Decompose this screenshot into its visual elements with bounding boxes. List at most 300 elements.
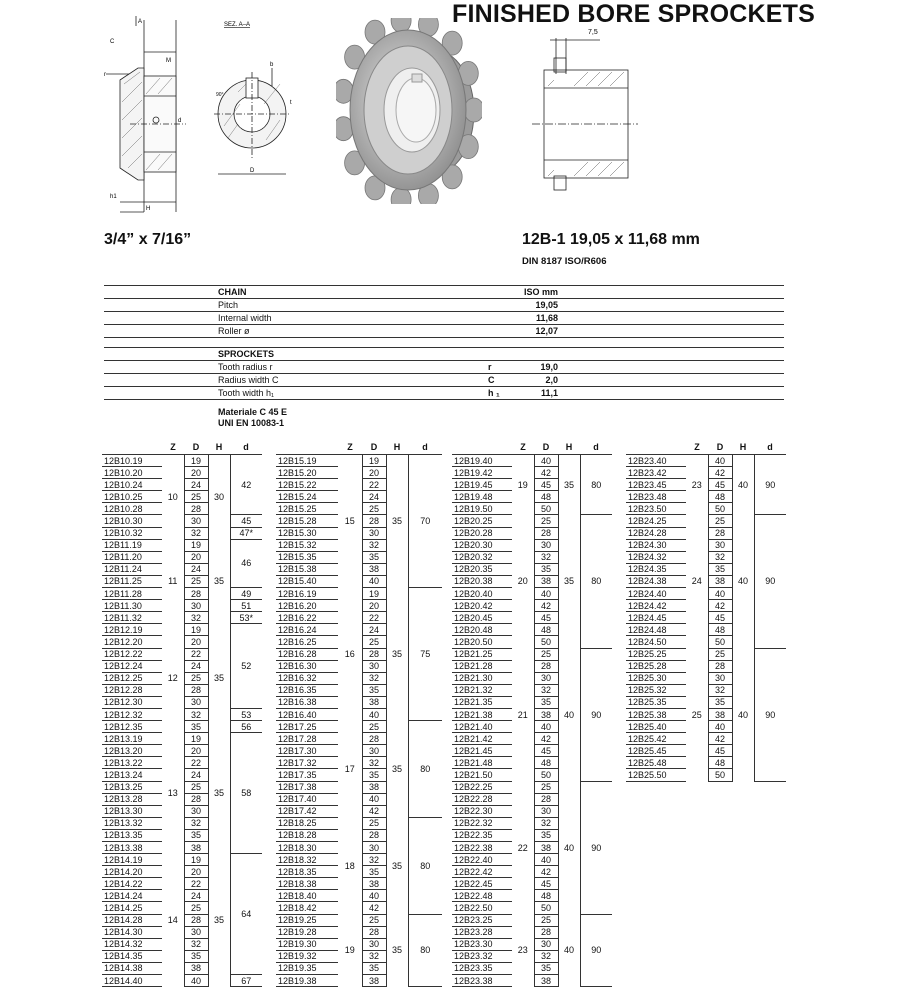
spec-label: Tooth radius r [218, 362, 273, 372]
bore-diameter-D: 30 [534, 672, 558, 684]
bore-diameter-D: 32 [362, 757, 386, 769]
table-row [626, 455, 786, 467]
part-code: 12B12.28 [102, 684, 162, 696]
bore-diameter-D: 38 [184, 962, 208, 974]
table-header-row [626, 440, 786, 455]
bore-diameter-D: 28 [362, 926, 386, 938]
bore-diameter-D: 19 [362, 588, 386, 600]
teeth-count-z: 16 [338, 588, 362, 721]
part-code: 12B14.19 [102, 854, 162, 866]
part-code: 12B20.48 [452, 624, 512, 636]
hub-length-H: 40 [732, 648, 754, 781]
part-code: 12B24.42 [626, 600, 686, 612]
bore-diameter-D: 25 [184, 902, 208, 914]
part-code: 12B19.45 [452, 479, 512, 491]
part-code: 12B14.20 [102, 866, 162, 878]
part-code: 12B20.30 [452, 539, 512, 551]
bore-diameter-D: 40 [708, 455, 732, 467]
part-code: 12B22.28 [452, 793, 512, 805]
dim-label-a: A [138, 19, 143, 25]
hub-diameter-d: 90 [754, 455, 786, 515]
sprocket-spec-table [104, 347, 784, 400]
part-code: 12B13.19 [102, 733, 162, 745]
part-code: 12B10.30 [102, 515, 162, 527]
part-code: 12B13.20 [102, 745, 162, 757]
bore-diameter-D: 20 [184, 467, 208, 479]
part-code: 12B21.40 [452, 721, 512, 733]
hub-length-H: 35 [208, 539, 230, 624]
part-code: 12B15.24 [276, 491, 338, 503]
bore-diameter-D: 35 [362, 962, 386, 974]
sprocket-tooth [464, 98, 482, 122]
dim-label-m: M [166, 58, 171, 64]
part-code: 12B20.40 [452, 588, 512, 600]
hub-diameter-d: 46 [230, 539, 262, 587]
hub-length-H: 35 [208, 854, 230, 987]
part-code: 12B22.38 [452, 842, 512, 854]
chain-spec-row [104, 325, 784, 338]
part-code: 12B17.40 [276, 793, 338, 805]
part-code: 12B14.35 [102, 950, 162, 962]
column-header: H [732, 440, 754, 455]
bore-diameter-D: 38 [362, 563, 386, 575]
bore-diameter-D: 25 [534, 515, 558, 527]
bore-diameter-D: 48 [708, 624, 732, 636]
bore-diameter-D: 20 [184, 745, 208, 757]
part-code: 12B19.38 [276, 975, 338, 987]
column-header: H [208, 440, 230, 455]
part-code: 12B15.40 [276, 575, 338, 587]
part-code: 12B22.35 [452, 829, 512, 841]
bore-diameter-D: 32 [708, 684, 732, 696]
teeth-count-z: 11 [162, 539, 184, 624]
bore-diameter-D: 42 [362, 902, 386, 914]
part-code: 12B19.32 [276, 950, 338, 962]
part-code: 12B13.35 [102, 829, 162, 841]
part-code: 12B12.24 [102, 660, 162, 672]
bore-diameter-D: 22 [184, 648, 208, 660]
table-row [626, 515, 786, 527]
bore-diameter-D: 28 [362, 733, 386, 745]
teeth-count-z: 20 [512, 515, 534, 648]
part-code: 12B17.38 [276, 781, 338, 793]
bore-diameter-D: 40 [708, 721, 732, 733]
bore-diameter-D: 30 [184, 515, 208, 527]
bore-diameter-D: 28 [362, 648, 386, 660]
chain-spec-table [104, 285, 784, 338]
part-code: 12B23.42 [626, 467, 686, 479]
bore-diameter-D: 28 [184, 684, 208, 696]
part-code: 12B10.19 [102, 455, 162, 467]
bore-diameter-D: 40 [362, 890, 386, 902]
dim-label-angle: 90° [216, 92, 224, 98]
sprocket-section-drawing [100, 12, 190, 222]
part-code: 12B21.25 [452, 648, 512, 660]
table-row [452, 515, 612, 527]
part-code: 12B23.32 [452, 950, 512, 962]
bore-diameter-D: 19 [184, 733, 208, 745]
bore-diameter-D: 24 [184, 479, 208, 491]
bore-diameter-D: 50 [534, 769, 558, 781]
bore-diameter-D: 38 [362, 696, 386, 708]
part-code: 12B16.32 [276, 672, 338, 684]
part-code: 12B20.38 [452, 575, 512, 587]
column-header [276, 440, 338, 455]
part-code: 12B19.48 [452, 491, 512, 503]
part-code: 12B15.22 [276, 479, 338, 491]
part-code: 12B12.25 [102, 672, 162, 684]
bore-diameter-D: 32 [362, 950, 386, 962]
part-code: 12B24.38 [626, 575, 686, 587]
bore-diameter-D: 32 [184, 938, 208, 950]
hub-diameter-d: 45 [230, 515, 262, 527]
bore-diameter-D: 35 [362, 551, 386, 563]
part-code: 12B25.38 [626, 708, 686, 720]
part-code: 12B22.45 [452, 878, 512, 890]
bore-diameter-D: 35 [362, 684, 386, 696]
spec-label: Pitch [218, 300, 239, 310]
bore-diameter-D: 30 [708, 672, 732, 684]
hub-diameter-d: 90 [754, 515, 786, 648]
bore-diameter-D: 20 [184, 866, 208, 878]
part-code: 12B18.40 [276, 890, 338, 902]
part-code: 12B12.32 [102, 708, 162, 720]
part-code: 12B21.35 [452, 696, 512, 708]
hub-length-H: 40 [558, 781, 580, 914]
bore-diameter-D: 38 [362, 975, 386, 987]
bore-diameter-D: 48 [534, 757, 558, 769]
hub-diameter-d: 90 [580, 914, 612, 987]
part-code: 12B20.28 [452, 527, 512, 539]
part-code: 12B19.25 [276, 914, 338, 926]
part-code: 12B10.28 [102, 503, 162, 515]
part-code: 12B18.32 [276, 854, 338, 866]
bore-diameter-D: 40 [362, 793, 386, 805]
bore-diameter-D: 25 [534, 914, 558, 926]
part-code: 12B25.40 [626, 721, 686, 733]
part-code: 12B20.32 [452, 551, 512, 563]
table-row [276, 455, 442, 467]
sprockets-header-label: SPROCKETS [218, 349, 275, 359]
bore-diameter-D: 32 [184, 708, 208, 720]
part-code: 12B24.40 [626, 588, 686, 600]
hub-diameter-d: 47* [230, 527, 262, 539]
bore-diameter-D: 38 [362, 781, 386, 793]
hub-diameter-d: 67 [230, 975, 262, 987]
bore-diameter-D: 28 [708, 660, 732, 672]
bore-diameter-D: 19 [184, 455, 208, 467]
part-code: 12B16.35 [276, 684, 338, 696]
bore-diameter-D: 25 [534, 648, 558, 660]
bore-diameter-D: 50 [534, 636, 558, 648]
bore-diameter-D: 28 [534, 660, 558, 672]
bore-diameter-D: 28 [184, 588, 208, 600]
bore-diameter-D: 35 [708, 563, 732, 575]
bore-diameter-D: 19 [184, 539, 208, 551]
bore-diameter-D: 48 [708, 757, 732, 769]
part-code: 12B25.25 [626, 648, 686, 660]
bore-diameter-D: 40 [534, 721, 558, 733]
part-code: 12B21.42 [452, 733, 512, 745]
teeth-count-z: 13 [162, 733, 184, 854]
part-code: 12B25.30 [626, 672, 686, 684]
part-code: 12B16.22 [276, 612, 338, 624]
teeth-count-z: 24 [686, 515, 708, 648]
bore-diameter-D: 20 [362, 600, 386, 612]
bore-diameter-D: 48 [534, 890, 558, 902]
column-header: Z [338, 440, 362, 455]
part-code: 12B14.38 [102, 962, 162, 974]
part-code: 12B23.50 [626, 503, 686, 515]
hub-length-H: 40 [732, 515, 754, 648]
bore-diameter-D: 30 [362, 527, 386, 539]
bore-diameter-D: 38 [708, 708, 732, 720]
table-row [102, 733, 262, 745]
table-row [626, 648, 786, 660]
column-header [452, 440, 512, 455]
bore-diameter-D: 45 [708, 479, 732, 491]
hub-section-drawing [210, 14, 300, 194]
material-standard-line: UNI EN 10083-1 [218, 418, 285, 428]
part-code: 12B24.32 [626, 551, 686, 563]
bore-diameter-D: 25 [708, 515, 732, 527]
column-header: H [558, 440, 580, 455]
part-code: 12B25.28 [626, 660, 686, 672]
bore-diameter-D: 25 [362, 914, 386, 926]
table-header-row [276, 440, 442, 455]
table-row [276, 817, 442, 829]
spec-symbol: h ₁ [488, 388, 500, 398]
bore-diameter-D: 28 [708, 527, 732, 539]
sprocket-spec-row [104, 374, 784, 387]
bore-diameter-D: 45 [534, 745, 558, 757]
bore-diameter-D: 22 [184, 757, 208, 769]
section-label: SEZ. A–A [224, 22, 251, 28]
part-code: 12B21.32 [452, 684, 512, 696]
part-code: 12B13.30 [102, 805, 162, 817]
hub-diameter-d: 49 [230, 588, 262, 600]
teeth-count-z: 14 [162, 854, 184, 987]
part-code: 12B24.50 [626, 636, 686, 648]
part-code: 12B24.45 [626, 612, 686, 624]
column-header: d [408, 440, 442, 455]
chain-header-label: CHAIN [218, 287, 247, 297]
column-header: Z [162, 440, 184, 455]
column-header: Z [686, 440, 708, 455]
page-title: FINISHED BORE SPROCKETS [452, 0, 815, 28]
bore-diameter-D: 40 [534, 854, 558, 866]
material-line: Materiale C 45 E [218, 407, 288, 417]
teeth-count-z: 22 [512, 781, 534, 914]
bore-diameter-D: 35 [184, 721, 208, 733]
bore-diameter-D: 35 [534, 962, 558, 974]
bore-diameter-D: 30 [184, 600, 208, 612]
table-row [102, 455, 262, 467]
column-header: d [230, 440, 262, 455]
teeth-count-z: 19 [338, 914, 362, 987]
hub-length-H: 35 [208, 624, 230, 733]
bore-diameter-D: 22 [362, 612, 386, 624]
table-header-row [102, 440, 262, 455]
part-code: 12B15.30 [276, 527, 338, 539]
part-code: 12B23.38 [452, 975, 512, 987]
part-code: 12B19.28 [276, 926, 338, 938]
spec-symbol: C [488, 375, 495, 385]
table-row [102, 539, 262, 551]
hub-diameter-d: 42 [230, 455, 262, 515]
part-code: 12B14.40 [102, 975, 162, 987]
bore-diameter-D: 30 [534, 805, 558, 817]
part-code: 12B25.32 [626, 684, 686, 696]
sprocket-spec-row [104, 361, 784, 374]
bore-diameter-D: 30 [708, 539, 732, 551]
table-header-row [452, 440, 612, 455]
bore-diameter-D: 32 [708, 551, 732, 563]
bore-diameter-D: 25 [184, 781, 208, 793]
part-code: 12B25.45 [626, 745, 686, 757]
part-code: 12B20.25 [452, 515, 512, 527]
part-code: 12B22.48 [452, 890, 512, 902]
hub-length-H: 40 [732, 455, 754, 515]
bore-diameter-D: 22 [362, 479, 386, 491]
bore-diameter-D: 42 [534, 866, 558, 878]
part-code: 12B10.25 [102, 491, 162, 503]
part-code: 12B10.24 [102, 479, 162, 491]
bore-diameter-D: 24 [184, 769, 208, 781]
part-code: 12B18.30 [276, 842, 338, 854]
part-code: 12B22.30 [452, 805, 512, 817]
bore-diameter-D: 25 [362, 721, 386, 733]
part-code: 12B13.25 [102, 781, 162, 793]
column-header: d [580, 440, 612, 455]
bore-diameter-D: 32 [534, 551, 558, 563]
bore-diameter-D: 32 [362, 539, 386, 551]
table-row [276, 588, 442, 600]
dim-label-b: b [270, 62, 274, 68]
table-row [102, 624, 262, 636]
hub-diameter-d: 56 [230, 721, 262, 733]
spec-label: Tooth width h₁ [218, 388, 275, 398]
bore-diameter-D: 25 [362, 636, 386, 648]
table-row [452, 455, 612, 467]
bore-diameter-D: 30 [184, 805, 208, 817]
bore-diameter-D: 30 [184, 926, 208, 938]
bore-diameter-D: 35 [362, 866, 386, 878]
part-code: 12B17.35 [276, 769, 338, 781]
part-code: 12B12.19 [102, 624, 162, 636]
bore-diameter-D: 30 [362, 745, 386, 757]
bore-diameter-D: 19 [184, 854, 208, 866]
part-code: 12B22.42 [452, 866, 512, 878]
spec-value: 11,68 [535, 313, 558, 323]
part-code: 12B20.35 [452, 563, 512, 575]
bore-diameter-D: 22 [184, 878, 208, 890]
part-code: 12B22.40 [452, 854, 512, 866]
bore-diameter-D: 19 [184, 624, 208, 636]
bore-diameter-D: 48 [534, 624, 558, 636]
hub-diameter-d: 90 [580, 781, 612, 914]
table-row [276, 914, 442, 926]
bore-diameter-D: 35 [184, 829, 208, 841]
pitch-fraction: 3/4” x 7/16” [104, 231, 192, 248]
teeth-count-z: 21 [512, 648, 534, 781]
bore-diameter-D: 24 [184, 563, 208, 575]
table-row [452, 648, 612, 660]
bore-diameter-D: 28 [362, 829, 386, 841]
side-view-drawing [530, 24, 640, 204]
standards-label: DIN 8187 ISO/R606 [522, 256, 607, 267]
teeth-count-z: 23 [686, 455, 708, 515]
column-header: Z [512, 440, 534, 455]
part-code: 12B21.38 [452, 708, 512, 720]
bore-diameter-D: 28 [184, 914, 208, 926]
bore-diameter-D: 30 [362, 842, 386, 854]
part-code: 12B19.42 [452, 467, 512, 479]
hub-diameter-d: 80 [580, 515, 612, 648]
bore-diameter-D: 35 [708, 696, 732, 708]
bore-diameter-D: 38 [534, 842, 558, 854]
bore-diameter-D: 25 [184, 491, 208, 503]
bore-diameter-D: 28 [362, 515, 386, 527]
part-code: 12B19.50 [452, 503, 512, 515]
bore-diameter-D: 38 [534, 975, 558, 987]
part-code: 12B12.30 [102, 696, 162, 708]
dim-label-t: t [290, 100, 292, 106]
bore-diameter-D: 24 [362, 491, 386, 503]
part-code: 12B13.24 [102, 769, 162, 781]
chain-spec-row [104, 299, 784, 312]
bore-diameter-D: 50 [708, 769, 732, 781]
material-note [218, 407, 287, 429]
dim-label-75: 7,5 [588, 29, 598, 36]
bore-diameter-D: 38 [708, 575, 732, 587]
bore-diameter-D: 28 [534, 527, 558, 539]
bore-diameter-D: 40 [534, 588, 558, 600]
part-code: 12B23.40 [626, 455, 686, 467]
column-header [626, 440, 686, 455]
part-code: 12B11.24 [102, 563, 162, 575]
bore-diameter-D: 40 [362, 708, 386, 720]
bore-diameter-D: 32 [362, 854, 386, 866]
hub-diameter-d: 58 [230, 733, 262, 854]
spec-value: 11,1 [540, 388, 558, 398]
bore-diameter-D: 30 [534, 938, 558, 950]
teeth-count-z: 10 [162, 455, 184, 540]
part-code: 12B11.19 [102, 539, 162, 551]
bore-diameter-D: 32 [362, 672, 386, 684]
sprocket-table-4 [626, 440, 786, 782]
dim-label-d: d [178, 118, 182, 124]
hub-length-H: 35 [208, 733, 230, 854]
part-code: 12B23.28 [452, 926, 512, 938]
part-code: 12B24.35 [626, 563, 686, 575]
hub-diameter-d: 75 [408, 588, 442, 721]
table-row [452, 914, 612, 926]
bore-diameter-D: 28 [184, 793, 208, 805]
bore-diameter-D: 38 [534, 708, 558, 720]
part-code: 12B11.20 [102, 551, 162, 563]
bore-diameter-D: 30 [362, 938, 386, 950]
table-row [276, 721, 442, 733]
chain-unit-label: ISO mm [524, 287, 559, 297]
hub-diameter-d: 52 [230, 624, 262, 709]
column-header: D [708, 440, 732, 455]
bore-diameter-D: 45 [708, 612, 732, 624]
teeth-count-z: 23 [512, 914, 534, 987]
bore-diameter-D: 40 [534, 455, 558, 467]
hub-diameter-d: 51 [230, 600, 262, 612]
part-code: 12B17.30 [276, 745, 338, 757]
